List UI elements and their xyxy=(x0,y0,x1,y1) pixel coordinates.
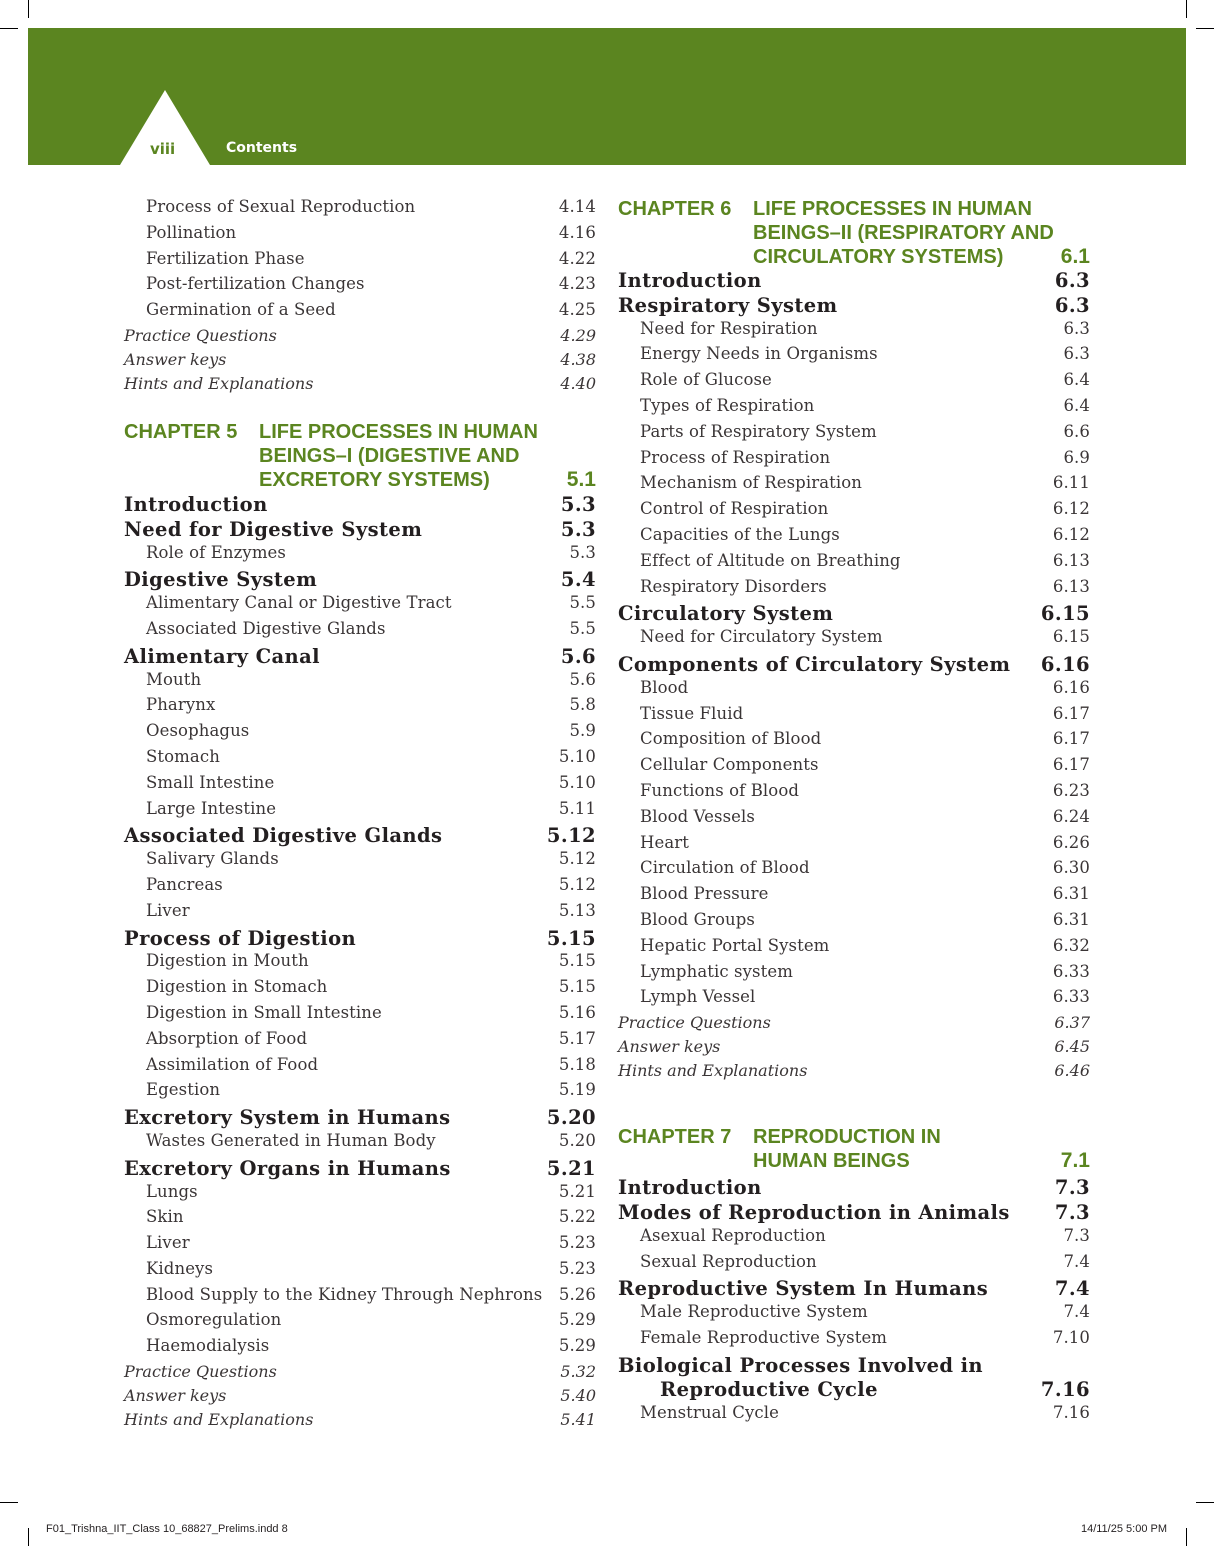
toc-entry-title: Need for Respiration xyxy=(640,318,818,338)
toc-entry-title: Lymph Vessel xyxy=(640,987,756,1007)
toc-entry-page: 6.24 xyxy=(1052,806,1090,826)
toc-list-chapter-6 xyxy=(618,269,1090,1085)
toc-entry[interactable] xyxy=(618,1403,1090,1429)
toc-entry-title: Alimentary Canal or Digestive Tract xyxy=(146,593,452,613)
toc-entry[interactable] xyxy=(124,274,596,300)
toc-entry[interactable] xyxy=(618,704,1090,730)
toc-entry-title: Hepatic Portal System xyxy=(640,935,830,955)
crop-mark xyxy=(28,0,29,18)
toc-list-chapter-5 xyxy=(124,493,596,1434)
toc-entry-page: 6.3 xyxy=(1054,293,1090,317)
toc-entry-page: 4.40 xyxy=(560,373,596,393)
toc-entry-page: 6.12 xyxy=(1052,499,1090,519)
toc-entry-page: 6.17 xyxy=(1052,729,1090,749)
toc-entry-page: 7.4 xyxy=(1054,1277,1090,1301)
toc-entry-title: Energy Needs in Organisms xyxy=(640,344,878,364)
toc-entry-page: 5.3 xyxy=(560,517,596,541)
toc-entry[interactable] xyxy=(618,627,1090,653)
toc-entry-page: 7.4 xyxy=(1063,1251,1090,1271)
footer-timestamp: 14/11/25 5:00 PM xyxy=(1080,1523,1167,1535)
toc-entry[interactable] xyxy=(618,370,1090,396)
toc-entry-title: Associated Digestive Glands xyxy=(146,618,386,638)
toc-entry-title: Sexual Reproduction xyxy=(640,1251,817,1271)
toc-entry-title: Practice Questions xyxy=(618,1013,771,1033)
toc-entry[interactable] xyxy=(618,807,1090,833)
toc-entry-title: Pharynx xyxy=(146,695,216,715)
toc-entry-title: Stomach xyxy=(146,746,220,766)
toc-entry-page: 5.6 xyxy=(560,644,596,668)
toc-entry[interactable] xyxy=(618,1302,1090,1328)
toc-entry-main[interactable] xyxy=(618,1201,1090,1226)
toc-entry-extra[interactable] xyxy=(124,374,596,398)
toc-entry-title: Kidneys xyxy=(146,1258,214,1278)
toc-entry-title: Need for Circulatory System xyxy=(640,627,883,647)
toc-entry-page: 6.13 xyxy=(1052,550,1090,570)
toc-entry-main[interactable] xyxy=(618,269,1090,294)
page-number: viii xyxy=(150,140,176,158)
toc-entry-title: Hints and Explanations xyxy=(124,373,314,393)
toc-entry[interactable] xyxy=(124,1259,596,1285)
toc-entry-page: 5.29 xyxy=(558,1310,596,1330)
toc-entry-title: Small Intestine xyxy=(146,772,275,792)
crop-mark xyxy=(0,1502,18,1503)
toc-entry-title: Role of Enzymes xyxy=(146,542,286,562)
toc-list-pre-misc xyxy=(124,326,596,398)
toc-list-pre xyxy=(124,197,596,326)
toc-entry-page: 6.3 xyxy=(1063,318,1090,338)
toc-entry-title: Answer keys xyxy=(618,1037,721,1057)
toc-entry-title: Answer keys xyxy=(124,1386,227,1406)
toc-entry-title: Need for Digestive System xyxy=(124,517,423,541)
toc-entry[interactable] xyxy=(124,619,596,645)
toc-entry-main[interactable] xyxy=(618,602,1090,627)
chapter-page: 5.1 xyxy=(566,467,596,491)
toc-entry-page: 5.5 xyxy=(569,618,596,638)
toc-entry-page: 5.10 xyxy=(558,746,596,766)
toc-entry-title: Process of Respiration xyxy=(640,447,831,467)
toc-entry-page: 6.3 xyxy=(1063,344,1090,364)
toc-entry[interactable] xyxy=(618,987,1090,1013)
toc-entry[interactable] xyxy=(124,695,596,721)
toc-entry[interactable] xyxy=(124,197,596,223)
toc-entry-main[interactable] xyxy=(618,1277,1090,1302)
chapter-title-line: BEINGS–I (DIGESTIVE AND xyxy=(259,444,520,467)
toc-entry-title: Blood Supply to the Kidney Through Nephrons xyxy=(146,1284,543,1304)
toc-entry-title: Introduction xyxy=(124,492,268,516)
toc-entry[interactable] xyxy=(124,300,596,326)
toc-entry-page: 5.32 xyxy=(560,1362,596,1382)
toc-entry-page: 5.4 xyxy=(560,568,596,592)
toc-entry-page: 5.29 xyxy=(558,1336,596,1356)
toc-entry[interactable] xyxy=(618,729,1090,755)
toc-entry-title: Cellular Components xyxy=(640,755,819,775)
header-section-title: Contents xyxy=(226,140,298,156)
toc-entry-title: Introduction xyxy=(618,269,762,292)
toc-entry[interactable] xyxy=(124,593,596,619)
toc-entry-title: Components of Circulatory System xyxy=(618,652,1011,676)
toc-entry-main[interactable] xyxy=(618,1176,1090,1201)
toc-entry[interactable] xyxy=(124,249,596,275)
toc-entry-title: Practice Questions xyxy=(124,1362,277,1382)
chapter-6-heading[interactable] xyxy=(618,197,1090,269)
toc-entry-page: 5.15 xyxy=(546,926,596,950)
toc-entry-main[interactable] xyxy=(618,1354,1090,1404)
toc-entry-title: Female Reproductive System xyxy=(640,1327,888,1347)
toc-entry-main[interactable] xyxy=(124,518,596,543)
toc-entry-title: Functions of Blood xyxy=(640,780,800,800)
toc-entry[interactable] xyxy=(124,1336,596,1362)
toc-entry-page: 6.31 xyxy=(1052,884,1090,904)
toc-entry-page: 6.15 xyxy=(1040,602,1090,626)
toc-entry-title: Egestion xyxy=(146,1080,221,1100)
toc-entry-page: 4.14 xyxy=(558,197,596,216)
toc-entry[interactable] xyxy=(618,577,1090,603)
toc-list-chapter-7 xyxy=(618,1176,1090,1354)
chapter-title-line: BEINGS–II (RESPIRATORY AND xyxy=(753,222,1054,244)
toc-entry-page: 5.6 xyxy=(569,669,596,689)
toc-entry-title: Blood xyxy=(640,677,689,697)
toc-entry-title: Role of Glucose xyxy=(640,370,772,390)
toc-entry-page: 6.15 xyxy=(1052,627,1090,647)
toc-entry-extra[interactable] xyxy=(124,1362,596,1386)
chapter-page: 7.1 xyxy=(1060,1149,1090,1173)
toc-entry[interactable] xyxy=(618,473,1090,499)
toc-entry-title: Respiratory System xyxy=(618,293,838,317)
toc-entry-page: 5.26 xyxy=(558,1284,596,1304)
toc-entry[interactable] xyxy=(124,721,596,747)
toc-entry-title: Osmoregulation xyxy=(146,1310,282,1330)
toc-entry-title: Associated Digestive Glands xyxy=(124,824,443,848)
crop-mark xyxy=(1186,1528,1187,1546)
toc-entry[interactable] xyxy=(618,910,1090,936)
toc-entry-page: 5.23 xyxy=(558,1233,596,1253)
toc-entry-main[interactable] xyxy=(618,653,1090,678)
crop-mark xyxy=(1196,28,1214,29)
chapter-title-line: REPRODUCTION IN xyxy=(753,1126,941,1149)
toc-entry[interactable] xyxy=(124,1003,596,1029)
chapter-5-heading[interactable] xyxy=(124,420,596,492)
toc-entry-title: Capacities of the Lungs xyxy=(640,524,840,544)
toc-entry-title: Parts of Respiratory System xyxy=(640,421,877,441)
toc-entry-page: 4.29 xyxy=(560,325,596,345)
toc-entry-title: Blood Groups xyxy=(640,909,755,929)
toc-entry[interactable] xyxy=(618,344,1090,370)
toc-entry-page: 7.3 xyxy=(1054,1200,1090,1224)
chapter-7-heading[interactable] xyxy=(618,1125,1090,1173)
toc-entry-page: 6.31 xyxy=(1052,909,1090,929)
toc-entry-page: 5.19 xyxy=(558,1080,596,1100)
toc-entry-page: 5.22 xyxy=(558,1207,596,1227)
toc-entry-title: Mouth xyxy=(146,669,202,689)
toc-entry-page: 7.16 xyxy=(1052,1403,1090,1423)
toc-entry-title: Liver xyxy=(146,1233,190,1253)
toc-entry[interactable] xyxy=(124,849,596,875)
toc-entry-page: 6.33 xyxy=(1052,961,1090,981)
toc-entry-page: 5.13 xyxy=(558,900,596,920)
toc-entry-page: 5.40 xyxy=(560,1386,596,1406)
toc-entry-page: 7.4 xyxy=(1063,1302,1090,1322)
toc-entry-page: 6.23 xyxy=(1052,780,1090,800)
toc-list-chapter-7-tail xyxy=(618,1403,1090,1429)
toc-entry-main[interactable] xyxy=(124,927,596,952)
toc-entry-title: Control of Respiration xyxy=(640,499,829,519)
toc-entry[interactable] xyxy=(124,1285,596,1311)
toc-entry[interactable] xyxy=(618,499,1090,525)
toc-entry-page: 6.33 xyxy=(1052,987,1090,1007)
footer-filename: F01_Trishna_IIT_Class 10_68827_Prelims.indd 8 xyxy=(46,1523,288,1535)
toc-entry[interactable] xyxy=(618,448,1090,474)
toc-entry[interactable] xyxy=(124,875,596,901)
toc-entry[interactable] xyxy=(124,1310,596,1336)
toc-entry[interactable] xyxy=(124,670,596,696)
toc-entry-title: Germination of a Seed xyxy=(146,300,336,320)
toc-entry-title: Hints and Explanations xyxy=(618,1061,808,1081)
toc-entry-title: Skin xyxy=(146,1207,184,1227)
toc-entry-page: 4.16 xyxy=(558,222,596,242)
toc-entry[interactable] xyxy=(618,678,1090,704)
toc-entry-main[interactable] xyxy=(618,294,1090,319)
toc-entry[interactable] xyxy=(618,1226,1090,1252)
crop-mark xyxy=(28,1528,29,1546)
toc-entry-page: 5.10 xyxy=(558,772,596,792)
toc-entry-page: 5.5 xyxy=(569,593,596,613)
toc-entry-page: 4.38 xyxy=(560,349,596,369)
toc-entry-extra[interactable] xyxy=(124,1386,596,1410)
toc-entry-title: Lungs xyxy=(146,1181,198,1201)
toc-entry-title: Fertilization Phase xyxy=(146,248,305,268)
toc-entry-page: 6.26 xyxy=(1052,832,1090,852)
toc-entry[interactable] xyxy=(618,962,1090,988)
toc-entry-title: Effect of Altitude on Breathing xyxy=(640,550,901,570)
toc-entry-title: Digestion in Mouth xyxy=(146,951,309,971)
toc-entry-title: Pancreas xyxy=(146,874,223,894)
toc-entry-title: Modes of Reproduction in Animals xyxy=(618,1200,1010,1224)
toc-entry-page: 6.30 xyxy=(1052,858,1090,878)
toc-entry-title: Haemodialysis xyxy=(146,1336,270,1356)
toc-entry-page: 6.16 xyxy=(1040,652,1090,676)
toc-entry-page: 4.25 xyxy=(558,300,596,320)
toc-entry-page: 5.12 xyxy=(546,824,596,848)
toc-entry[interactable] xyxy=(124,1029,596,1055)
toc-entry-title: Practice Questions xyxy=(124,325,277,345)
toc-entry[interactable] xyxy=(124,1131,596,1157)
toc-entry-title: Absorption of Food xyxy=(146,1028,308,1048)
chapter-title-line: LIFE PROCESSES IN HUMAN xyxy=(753,198,1032,220)
toc-entry-title: Hints and Explanations xyxy=(124,1410,314,1430)
toc-entry[interactable] xyxy=(618,755,1090,781)
toc-entry-page: 4.23 xyxy=(558,274,596,294)
toc-entry[interactable] xyxy=(124,799,596,825)
toc-entry-title: Respiratory Disorders xyxy=(640,576,827,596)
toc-entry-title: Excretory Organs in Humans xyxy=(124,1156,451,1180)
toc-entry-title: Reproductive Cycle xyxy=(660,1378,878,1402)
chapter-number: CHAPTER 7 xyxy=(618,1126,732,1149)
toc-entry-title: Blood Pressure xyxy=(640,884,769,904)
chapter-number: CHAPTER 6 xyxy=(618,198,732,220)
toc-entry-title: Answer keys xyxy=(124,349,227,369)
toc-entry-title: Wastes Generated in Human Body xyxy=(146,1130,436,1150)
toc-entry[interactable] xyxy=(618,422,1090,448)
toc-entry-page: 5.20 xyxy=(546,1106,596,1130)
toc-entry-page: 6.37 xyxy=(1054,1013,1090,1033)
toc-entry-title: Digestive System xyxy=(124,568,318,592)
toc-entry-page: 6.4 xyxy=(1063,370,1090,390)
toc-entry-title: Digestion in Small Intestine xyxy=(146,1002,382,1022)
toc-entry-page: 6.4 xyxy=(1063,395,1090,415)
toc-entry-page: 5.9 xyxy=(569,721,596,741)
toc-entry-page: 5.23 xyxy=(558,1258,596,1278)
toc-entry-title: Assimilation of Food xyxy=(146,1054,319,1074)
toc-entry[interactable] xyxy=(124,223,596,249)
chapter-title-line: HUMAN BEINGS xyxy=(753,1150,910,1173)
chapter-page: 6.1 xyxy=(1060,245,1090,268)
toc-entry-extra[interactable] xyxy=(618,1037,1090,1061)
toc-entry-page: 5.21 xyxy=(546,1156,596,1180)
chapter-title-line: LIFE PROCESSES IN HUMAN xyxy=(259,420,538,443)
toc-entry[interactable] xyxy=(124,1207,596,1233)
toc-entry-page: 5.12 xyxy=(558,849,596,869)
toc-entry-page: 6.3 xyxy=(1054,269,1090,292)
crop-mark xyxy=(1186,0,1187,18)
toc-entry-title: Tissue Fluid xyxy=(640,703,744,723)
toc-entry-page: 5.8 xyxy=(569,695,596,715)
toc-entry[interactable] xyxy=(124,901,596,927)
toc-entry-title: Biological Processes Involved in xyxy=(618,1353,983,1377)
toc-entry-title: Asexual Reproduction xyxy=(640,1225,826,1245)
toc-entry[interactable] xyxy=(124,951,596,977)
toc-entry-main[interactable] xyxy=(124,824,596,849)
toc-entry-extra[interactable] xyxy=(618,1013,1090,1037)
toc-entry-title: Alimentary Canal xyxy=(124,644,320,668)
toc-entry-title: Heart xyxy=(640,832,690,852)
toc-entry-page: 4.22 xyxy=(558,248,596,268)
toc-entry-title: Male Reproductive System xyxy=(640,1302,868,1322)
toc-entry-page: 6.16 xyxy=(1052,677,1090,697)
toc-entry[interactable] xyxy=(618,525,1090,551)
toc-entry-title: Post-fertilization Changes xyxy=(146,274,365,294)
toc-entry-page: 6.45 xyxy=(1054,1037,1090,1057)
toc-entry-main[interactable] xyxy=(124,493,596,518)
toc-entry-page: 6.13 xyxy=(1052,576,1090,596)
toc-entry-page: 6.17 xyxy=(1052,755,1090,775)
toc-entry[interactable] xyxy=(618,936,1090,962)
toc-entry-page: 6.9 xyxy=(1063,447,1090,467)
toc-entry-page: 5.15 xyxy=(558,951,596,971)
toc-entry-main[interactable] xyxy=(124,1157,596,1182)
toc-entry-page: 7.10 xyxy=(1052,1327,1090,1347)
header-band xyxy=(28,28,1186,165)
toc-entry-title: Large Intestine xyxy=(146,798,277,818)
toc-entry-page: 5.3 xyxy=(569,542,596,562)
toc-entry-extra[interactable] xyxy=(124,350,596,374)
toc-entry-title: Process of Sexual Reproduction xyxy=(146,197,416,216)
toc-entry-title: Lymphatic system xyxy=(640,961,793,981)
toc-entry-page: 6.6 xyxy=(1063,421,1090,441)
toc-entry-title: Digestion in Stomach xyxy=(146,977,328,997)
toc-entry[interactable] xyxy=(618,833,1090,859)
toc-entry[interactable] xyxy=(124,1233,596,1259)
toc-entry[interactable] xyxy=(124,1055,596,1081)
toc-entry-title: Circulation of Blood xyxy=(640,858,810,878)
toc-entry[interactable] xyxy=(618,319,1090,345)
toc-entry-title: Introduction xyxy=(618,1176,762,1200)
toc-entry[interactable] xyxy=(618,1328,1090,1354)
toc-entry-page: 5.12 xyxy=(558,874,596,894)
toc-entry-title: Menstrual Cycle xyxy=(640,1403,779,1423)
toc-entry[interactable] xyxy=(618,551,1090,577)
toc-entry-title: Liver xyxy=(146,900,190,920)
toc-entry[interactable] xyxy=(618,781,1090,807)
chapter-number: CHAPTER 5 xyxy=(124,420,238,443)
toc-entry-title: Oesophagus xyxy=(146,721,250,741)
toc-entry-title: Reproductive System In Humans xyxy=(618,1277,989,1301)
toc-entry-title: Types of Respiration xyxy=(640,395,815,415)
toc-entry-page: 5.16 xyxy=(558,1002,596,1022)
toc-entry[interactable] xyxy=(124,1080,596,1106)
toc-entry[interactable] xyxy=(124,1182,596,1208)
toc-entry[interactable] xyxy=(618,884,1090,910)
toc-entry-page: 7.3 xyxy=(1063,1225,1090,1245)
toc-entry-main[interactable] xyxy=(124,1106,596,1131)
toc-entry-extra[interactable] xyxy=(124,1410,596,1434)
toc-left-column xyxy=(124,197,596,1434)
toc-entry-page: 6.17 xyxy=(1052,703,1090,723)
toc-entry[interactable] xyxy=(618,858,1090,884)
toc-entry-page: 5.17 xyxy=(558,1028,596,1048)
toc-right-column xyxy=(618,197,1090,1429)
toc-entry-page: 6.12 xyxy=(1052,524,1090,544)
toc-entry[interactable] xyxy=(124,977,596,1003)
toc-entry-extra[interactable] xyxy=(124,326,596,350)
toc-entry-title: Salivary Glands xyxy=(146,849,279,869)
toc-entry-page: 6.46 xyxy=(1054,1061,1090,1081)
toc-entry-extra[interactable] xyxy=(618,1061,1090,1085)
toc-entry-page: 5.18 xyxy=(558,1054,596,1074)
toc-entry[interactable] xyxy=(618,1252,1090,1278)
toc-entry-page: 7.3 xyxy=(1054,1176,1090,1200)
toc-entry-title: Composition of Blood xyxy=(640,729,822,749)
toc-entry[interactable] xyxy=(124,747,596,773)
crop-mark xyxy=(0,28,18,29)
toc-entry-page: 5.11 xyxy=(558,798,596,818)
toc-entry-title: Process of Digestion xyxy=(124,926,357,950)
toc-entry[interactable] xyxy=(124,543,596,569)
toc-entry-title: Circulatory System xyxy=(618,602,834,626)
toc-entry-page: 5.20 xyxy=(558,1130,596,1150)
toc-entry-page: 5.41 xyxy=(560,1410,596,1430)
toc-entry-page: 5.15 xyxy=(558,977,596,997)
toc-entry-page: 5.3 xyxy=(560,492,596,516)
toc-entry-main[interactable] xyxy=(124,568,596,593)
toc-entry-title: Mechanism of Respiration xyxy=(640,473,862,493)
toc-entry-page: 5.21 xyxy=(558,1181,596,1201)
toc-entry-title: Blood Vessels xyxy=(640,806,755,826)
toc-entry[interactable] xyxy=(124,773,596,799)
toc-entry[interactable] xyxy=(618,396,1090,422)
chapter-title-line: EXCRETORY SYSTEMS) xyxy=(259,468,490,491)
toc-entry-page: 7.16 xyxy=(1040,1378,1090,1402)
toc-entry-title: Pollination xyxy=(146,222,237,242)
chapter-title-line: CIRCULATORY SYSTEMS) xyxy=(753,246,1004,268)
toc-entry-page: 6.32 xyxy=(1052,935,1090,955)
toc-entry-title: Excretory System in Humans xyxy=(124,1106,451,1130)
crop-mark xyxy=(1196,1502,1214,1503)
toc-entry-main[interactable] xyxy=(124,645,596,670)
toc-entry-page: 6.11 xyxy=(1052,473,1090,493)
